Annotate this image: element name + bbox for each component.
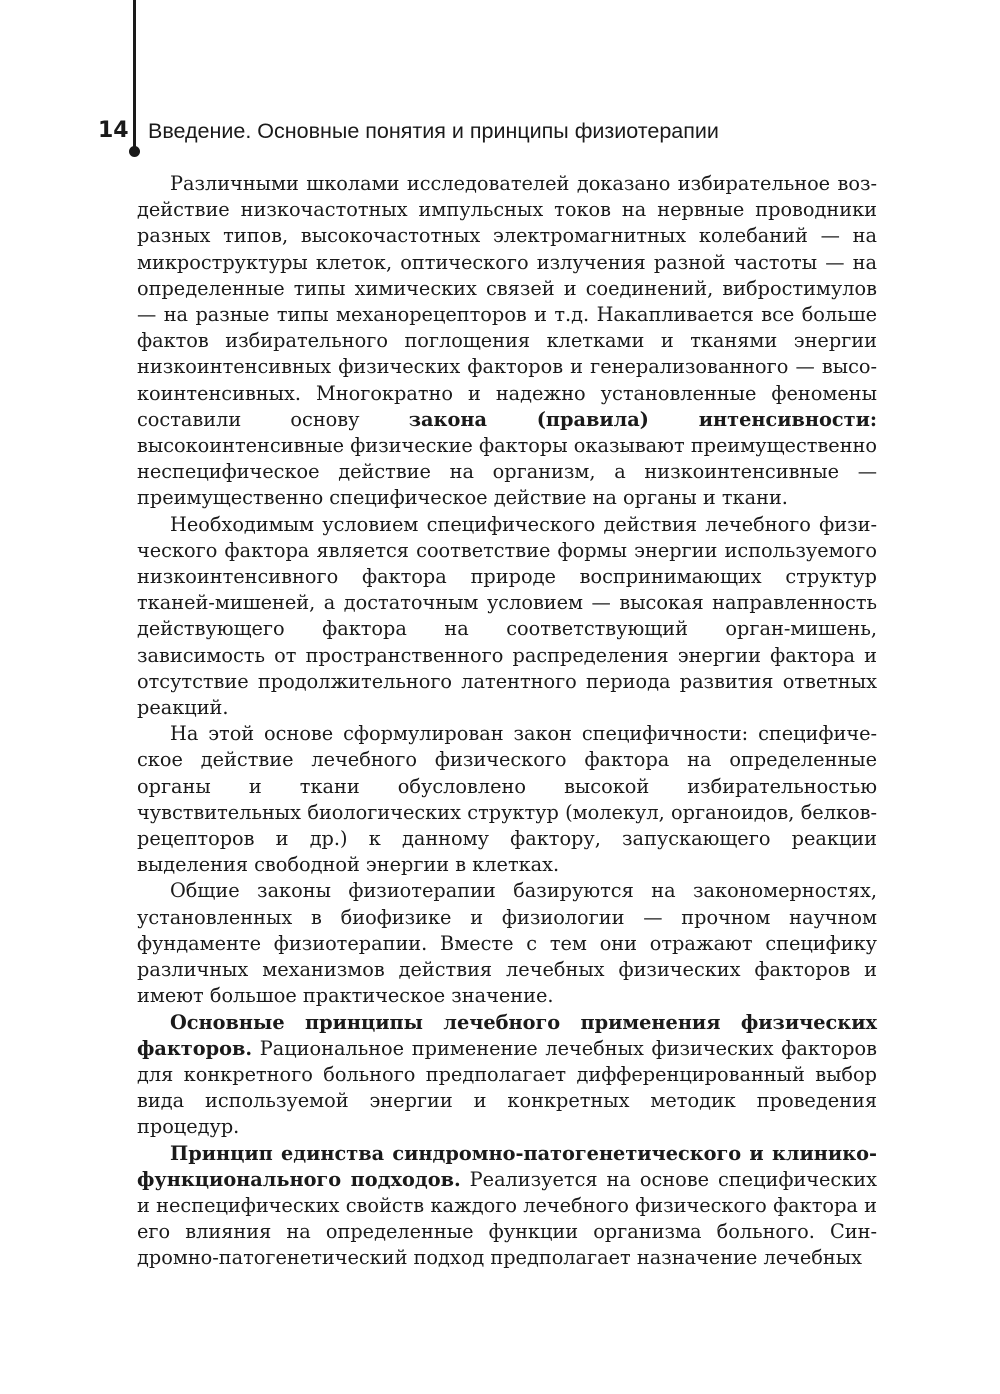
section-heading: Принцип единства синдромно-патогенетического и клинико-функционального подходов. [137,1141,877,1191]
paragraph: Необходимым условием специфического действия лечебного физического фактора является соответствие формы энергии используемого низкоинтенсивного фактора природе воспринимающих структур тканей-мишеней, а достаточным условием — высокая направленность действующего фактора на соответствующий орган-мишень, зависимость от пространственного распределения энергии фактора и отсутствие продолжительного латентного периода развития ответных реакций. [137,512,877,720]
margin-dot [129,146,140,157]
paragraph: Общие законы физиотерапии базируются на закономерностях, установленных в биофизике и физиологии — прочном научном фундаменте физиотерапии. Вместе с тем они отражают специфику различных механизмов действия лечебных физических факторов и имеют большое практическое значение. [137,879,877,1008]
paragraph: Основные принципы лечебного применения физических факторов. Рациональное применение лечебных физических факторов для конкретного больного предполагает дифференцированный выбор вида используемой энергии и конкретных методик проведения процедур. [137,1010,877,1139]
running-title: Введение. Основные понятия и принципы физиотерапии [148,119,719,143]
page-number: 14 [98,118,129,143]
bold-term: закона (правила) интенсивности: [408,407,877,431]
paragraph: Принцип единства синдромно-патогенетического и клинико-функционального подходов. Реализуется на основе специфических и неспецифических свойств каждого лечебного физического фактора и его влияния на определенные функции организма больного. Синдромно-патогенетический подход предполагает назначение лечебных [137,1141,877,1270]
section-heading: Основные принципы лечебного применения физических факторов. [137,1010,877,1060]
paragraph: На этой основе сформулирован закон специфичности: специфическое действие лечебного физического фактора на определенные органы и ткани обусловлено высокой избирательностью чувствительных биологических структур (молекул, органоидов, белков-рецепторов и др.) к данному фактору, запускающего реакции выделения свободной энергии в клетках. [137,722,877,877]
margin-rule [133,0,136,150]
paragraph: Различными школами исследователей доказано избирательное воздействие низкочастотных импульсных токов на нервные проводники разных типов, высокочастотных электромагнитных колебаний — на микроструктуры клеток, оптического излучения разной частоты — на определенные типы химических связей и соединений, вибростимулов — на разные типы механорецепторов и т.д. Накапливается все больше фактов избирательного поглощения клетками и тканями энергии низкоинтенсивных физических факторов и генерализованного — высокоинтенсивных. Многократно и надежно установленные феномены составили основу закона (правила) интенсивности: высокоинтенсивные физические факторы оказывают преимущественно неспецифическое действие на организм, а низкоинтенсивные — преимущественно специфическое действие на органы и ткани. [137,172,877,510]
body-text [137,171,877,1272]
